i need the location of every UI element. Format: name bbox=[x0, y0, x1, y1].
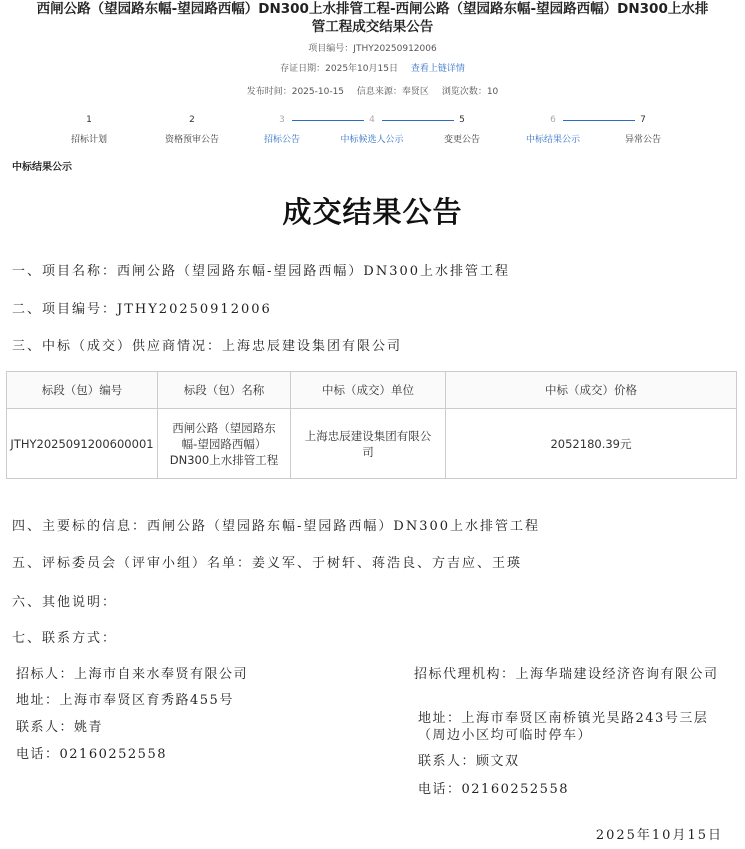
views-value: 10 bbox=[486, 87, 499, 97]
item-project-name: 一、项目名称：西闸公路（望园路东幅-望园路西幅）DN300上水排管工程 bbox=[12, 264, 511, 279]
item-project-code: 二、项目编号：JTHY20250912006 bbox=[12, 302, 272, 317]
agency-phone: 电话：02160252558 bbox=[418, 782, 569, 797]
item-supplier: 三、中标（成交）供应商情况：上海忠辰建设集团有限公司 bbox=[12, 339, 403, 354]
step-number: 6 bbox=[550, 115, 556, 125]
publish-info-line bbox=[0, 84, 745, 97]
step-number: 7 bbox=[640, 115, 646, 125]
project-code-label: 项目编号： bbox=[308, 44, 354, 54]
cell-lot-name: 西闸公路（望园路东幅-望园路西幅）DN300上水排管工程 bbox=[158, 409, 291, 479]
process-steps bbox=[0, 113, 745, 153]
tenderer-address: 地址：上海市奉贤区育秀路455号 bbox=[16, 693, 234, 708]
step-number: 1 bbox=[86, 115, 92, 125]
step-result-notice[interactable] bbox=[508, 113, 598, 145]
agency-contact-person: 联系人：顾文双 bbox=[418, 754, 520, 769]
agency-address: 地址：上海市奉贤区南桥镇光昊路243号三层（周边小区均可临时停车） bbox=[418, 711, 709, 743]
step-number: 3 bbox=[279, 115, 285, 125]
views-label: 浏览次数： bbox=[441, 87, 487, 97]
cert-date-value: 2025年10月15日 bbox=[325, 64, 398, 74]
item-committee: 五、评标委员会（评审小组）名单：姜义军、于树轩、蒋浩良、方吉应、王瑛 bbox=[12, 556, 523, 571]
step-label: 招标计划 bbox=[70, 135, 107, 145]
cell-price: 2052180.39元 bbox=[446, 409, 737, 479]
item-main-subject: 四、主要标的信息：西闸公路（望园路东幅-望园路西幅）DN300上水排管工程 bbox=[12, 519, 541, 534]
step-label: 招标公告 bbox=[263, 135, 300, 145]
result-table bbox=[6, 371, 737, 479]
sign-date: 2025年10月15日 bbox=[595, 828, 723, 843]
section-tag: 中标结果公示 bbox=[12, 162, 72, 173]
tenderer-phone: 电话：02160252558 bbox=[16, 747, 167, 762]
publish-label: 发布时间： bbox=[246, 87, 292, 97]
col-header-price: 中标（成交）价格 bbox=[446, 372, 737, 409]
tenderer-contact-person: 联系人：姚青 bbox=[16, 720, 104, 735]
step-candidate-notice[interactable] bbox=[327, 113, 417, 145]
item-other-notes: 六、其他说明： bbox=[12, 595, 118, 610]
step-exception-notice[interactable] bbox=[598, 113, 688, 145]
source-value: 奉贤区 bbox=[401, 87, 429, 97]
col-header-lot-name: 标段（包）名称 bbox=[158, 372, 291, 409]
step-tender-notice[interactable] bbox=[237, 113, 327, 145]
source-label: 信息来源： bbox=[356, 87, 402, 97]
col-header-winner: 中标（成交）单位 bbox=[291, 372, 446, 409]
step-label: 变更公告 bbox=[443, 135, 480, 145]
step-prequalification[interactable] bbox=[147, 113, 237, 145]
table-row bbox=[7, 409, 737, 479]
step-label: 中标候选人公示 bbox=[340, 135, 404, 145]
cert-date-line bbox=[0, 61, 745, 74]
tenderer: 招标人：上海市自来水奉贤有限公司 bbox=[16, 667, 249, 682]
cell-winner: 上海忠辰建设集团有限公司 bbox=[291, 409, 446, 479]
project-code-value: JTHY20250912006 bbox=[353, 44, 437, 54]
step-label: 异常公告 bbox=[624, 135, 661, 145]
cert-date-label: 存证日期： bbox=[280, 64, 326, 74]
cell-lot-code: JTHY2025091200600001 bbox=[7, 409, 158, 479]
step-label: 中标结果公示 bbox=[525, 135, 580, 145]
agency: 招标代理机构：上海华瑞建设经济咨询有限公司 bbox=[414, 667, 719, 682]
step-bid-plan[interactable] bbox=[44, 113, 134, 145]
project-code-line bbox=[0, 41, 745, 54]
step-number: 5 bbox=[459, 115, 465, 125]
table-header-row bbox=[7, 372, 737, 409]
view-chain-details-link[interactable]: 查看上链详情 bbox=[410, 64, 465, 74]
item-contact-heading: 七、联系方式： bbox=[12, 631, 118, 646]
step-change-notice[interactable] bbox=[417, 113, 507, 145]
col-header-lot-code: 标段（包）编号 bbox=[7, 372, 158, 409]
step-number: 2 bbox=[189, 115, 195, 125]
step-label: 资格预审公告 bbox=[164, 135, 219, 145]
notice-header-title: 西闸公路（望园路东幅-望园路西幅）DN300上水排管工程-西闸公路（望园路东幅-望园路西幅）DN300上水排管工程成交结果公告 bbox=[36, 1, 709, 35]
document-title: 成交结果公告 bbox=[282, 195, 463, 229]
publish-time: 2025-10-15 bbox=[291, 87, 345, 97]
step-number: 4 bbox=[369, 115, 375, 125]
